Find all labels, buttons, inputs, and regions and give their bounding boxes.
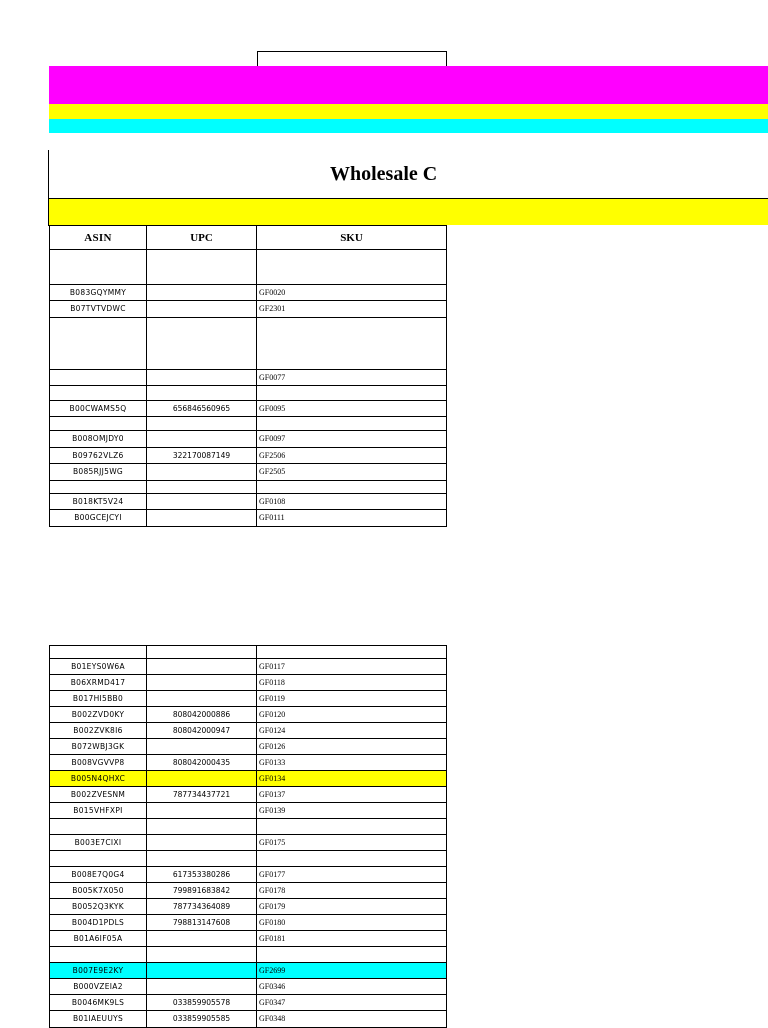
table-cell-asin: B003E7CIXI (49, 835, 147, 851)
table-cell-upc (147, 250, 257, 285)
table-cell-upc (147, 510, 257, 527)
table-cell-sku: GF2506 (257, 448, 447, 464)
table-cell-upc: 033859905585 (147, 1011, 257, 1028)
table-cell-upc (147, 318, 257, 370)
table-cell-asin: B083GQYMMY (49, 285, 147, 301)
table-cell-asin: B005N4QHXC (49, 771, 147, 787)
table-cell-asin: B015VHFXPI (49, 803, 147, 819)
table-cell-asin: B0046MK9LS (49, 995, 147, 1011)
table-cell-sku: GF0134 (257, 771, 447, 787)
table-cell-asin (49, 851, 147, 867)
table-cell-upc: 808042000947 (147, 723, 257, 739)
table-cell-sku: GF0077 (257, 370, 447, 386)
table-cell-upc (147, 931, 257, 947)
table-cell-upc (147, 739, 257, 755)
table-cell-asin: B07TVTVDWC (49, 301, 147, 318)
table-cell-asin: B0052Q3KYK (49, 899, 147, 915)
table-cell-upc (147, 481, 257, 494)
table-cell-sku (257, 851, 447, 867)
table-cell-asin: B01EYS0W6A (49, 659, 147, 675)
magenta-band (49, 66, 768, 104)
table-cell-upc (147, 771, 257, 787)
table-cell-upc (147, 691, 257, 707)
table-cell-sku (257, 417, 447, 431)
table-cell-asin (49, 318, 147, 370)
table-cell-upc (147, 963, 257, 979)
table-cell-sku: GF2301 (257, 301, 447, 318)
table-cell-asin (49, 819, 147, 835)
table-cell-sku: GF0097 (257, 431, 447, 448)
table-cell-sku (257, 947, 447, 963)
table-cell-asin: B018KT5V24 (49, 494, 147, 510)
yellow-band (49, 104, 768, 119)
table-cell-sku: GF0120 (257, 707, 447, 723)
table-cell-asin: B007E9E2KY (49, 963, 147, 979)
table-cell-asin: B072WBJ3GK (49, 739, 147, 755)
header-asin: ASIN (49, 225, 147, 250)
table-cell-asin (49, 370, 147, 386)
table-cell-asin: B008VGVVP8 (49, 755, 147, 771)
table-cell-asin: B01A6IF05A (49, 931, 147, 947)
top-cell-box (257, 51, 447, 66)
table-cell-sku (257, 250, 447, 285)
table-cell-upc (147, 835, 257, 851)
table-cell-sku: GF0020 (257, 285, 447, 301)
table-cell-sku: GF0095 (257, 401, 447, 417)
table-cell-asin (49, 645, 147, 659)
table-cell-upc (147, 494, 257, 510)
table-cell-asin (49, 417, 147, 431)
table-cell-upc (147, 301, 257, 318)
table-cell-sku (257, 318, 447, 370)
table-cell-sku: GF0108 (257, 494, 447, 510)
cyan-band (49, 119, 768, 133)
table-cell-upc: 787734364089 (147, 899, 257, 915)
table-cell-sku (257, 481, 447, 494)
sheet-title: Wholesale C (330, 163, 438, 185)
table-cell-sku: GF0179 (257, 899, 447, 915)
table-cell-asin: B002ZVD0KY (49, 707, 147, 723)
table-cell-upc: 322170087149 (147, 448, 257, 464)
table-cell-upc (147, 659, 257, 675)
table-cell-sku: GF0139 (257, 803, 447, 819)
table-cell-asin: B01IAEUUYS (49, 1011, 147, 1028)
table-cell-upc (147, 431, 257, 448)
table-cell-asin (49, 481, 147, 494)
table-cell-sku: GF0119 (257, 691, 447, 707)
table-cell-upc (147, 803, 257, 819)
table-cell-upc: 798813147608 (147, 915, 257, 931)
table-cell-upc (147, 370, 257, 386)
table-cell-upc (147, 417, 257, 431)
table-cell-upc (147, 285, 257, 301)
table-cell-sku: GF0181 (257, 931, 447, 947)
table-cell-upc (147, 819, 257, 835)
table-cell-upc (147, 386, 257, 401)
table-cell-upc: 033859905578 (147, 995, 257, 1011)
table-cell-sku: GF2505 (257, 464, 447, 481)
table-cell-asin (49, 250, 147, 285)
table-cell-sku: GF0348 (257, 1011, 447, 1028)
table-cell-sku: GF0175 (257, 835, 447, 851)
table-cell-sku (257, 386, 447, 401)
table-cell-asin: B002ZVK8I6 (49, 723, 147, 739)
table-cell-upc: 617353380286 (147, 867, 257, 883)
table-cell-upc (147, 464, 257, 481)
table-cell-asin: B09762VLZ6 (49, 448, 147, 464)
table-cell-asin: B085RJJ5WG (49, 464, 147, 481)
table-cell-upc (147, 851, 257, 867)
table-cell-sku: GF0111 (257, 510, 447, 527)
table-cell-upc (147, 675, 257, 691)
table-cell-upc (147, 979, 257, 995)
table-cell-asin: B002ZVESNM (49, 787, 147, 803)
table-cell-upc: 808042000435 (147, 755, 257, 771)
table-cell-asin: B017HI5BB0 (49, 691, 147, 707)
table-cell-asin: B008OMJDY0 (49, 431, 147, 448)
table-cell-sku: GF0177 (257, 867, 447, 883)
table-cell-sku (257, 819, 447, 835)
table-cell-sku (257, 645, 447, 659)
table-cell-asin: B00CWAMS5Q (49, 401, 147, 417)
table-cell-sku: GF2699 (257, 963, 447, 979)
table-cell-upc: 656846560965 (147, 401, 257, 417)
table-cell-sku: GF0126 (257, 739, 447, 755)
table-cell-sku: GF0117 (257, 659, 447, 675)
header-upc: UPC (147, 225, 257, 250)
table-cell-upc (147, 947, 257, 963)
title-yellow-band (49, 198, 768, 225)
table-cell-sku: GF0133 (257, 755, 447, 771)
table-cell-sku: GF0346 (257, 979, 447, 995)
table-cell-sku: GF0347 (257, 995, 447, 1011)
table-cell-upc (147, 645, 257, 659)
table-cell-sku: GF0178 (257, 883, 447, 899)
table-cell-asin: B005K7X050 (49, 883, 147, 899)
table-cell-upc: 787734437721 (147, 787, 257, 803)
table-cell-asin: B00GCEJCYI (49, 510, 147, 527)
table-cell-asin (49, 947, 147, 963)
table-cell-upc: 799891683842 (147, 883, 257, 899)
header-sku: SKU (257, 225, 447, 250)
table-cell-asin: B008E7Q0G4 (49, 867, 147, 883)
table-cell-sku: GF0180 (257, 915, 447, 931)
table-cell-sku: GF0118 (257, 675, 447, 691)
table-cell-asin: B000VZEIA2 (49, 979, 147, 995)
table-cell-asin: B004D1PDLS (49, 915, 147, 931)
table-cell-asin: B06XRMD417 (49, 675, 147, 691)
table-cell-sku: GF0137 (257, 787, 447, 803)
table-cell-sku: GF0124 (257, 723, 447, 739)
table-cell-upc: 808042000886 (147, 707, 257, 723)
table-cell-asin (49, 386, 147, 401)
